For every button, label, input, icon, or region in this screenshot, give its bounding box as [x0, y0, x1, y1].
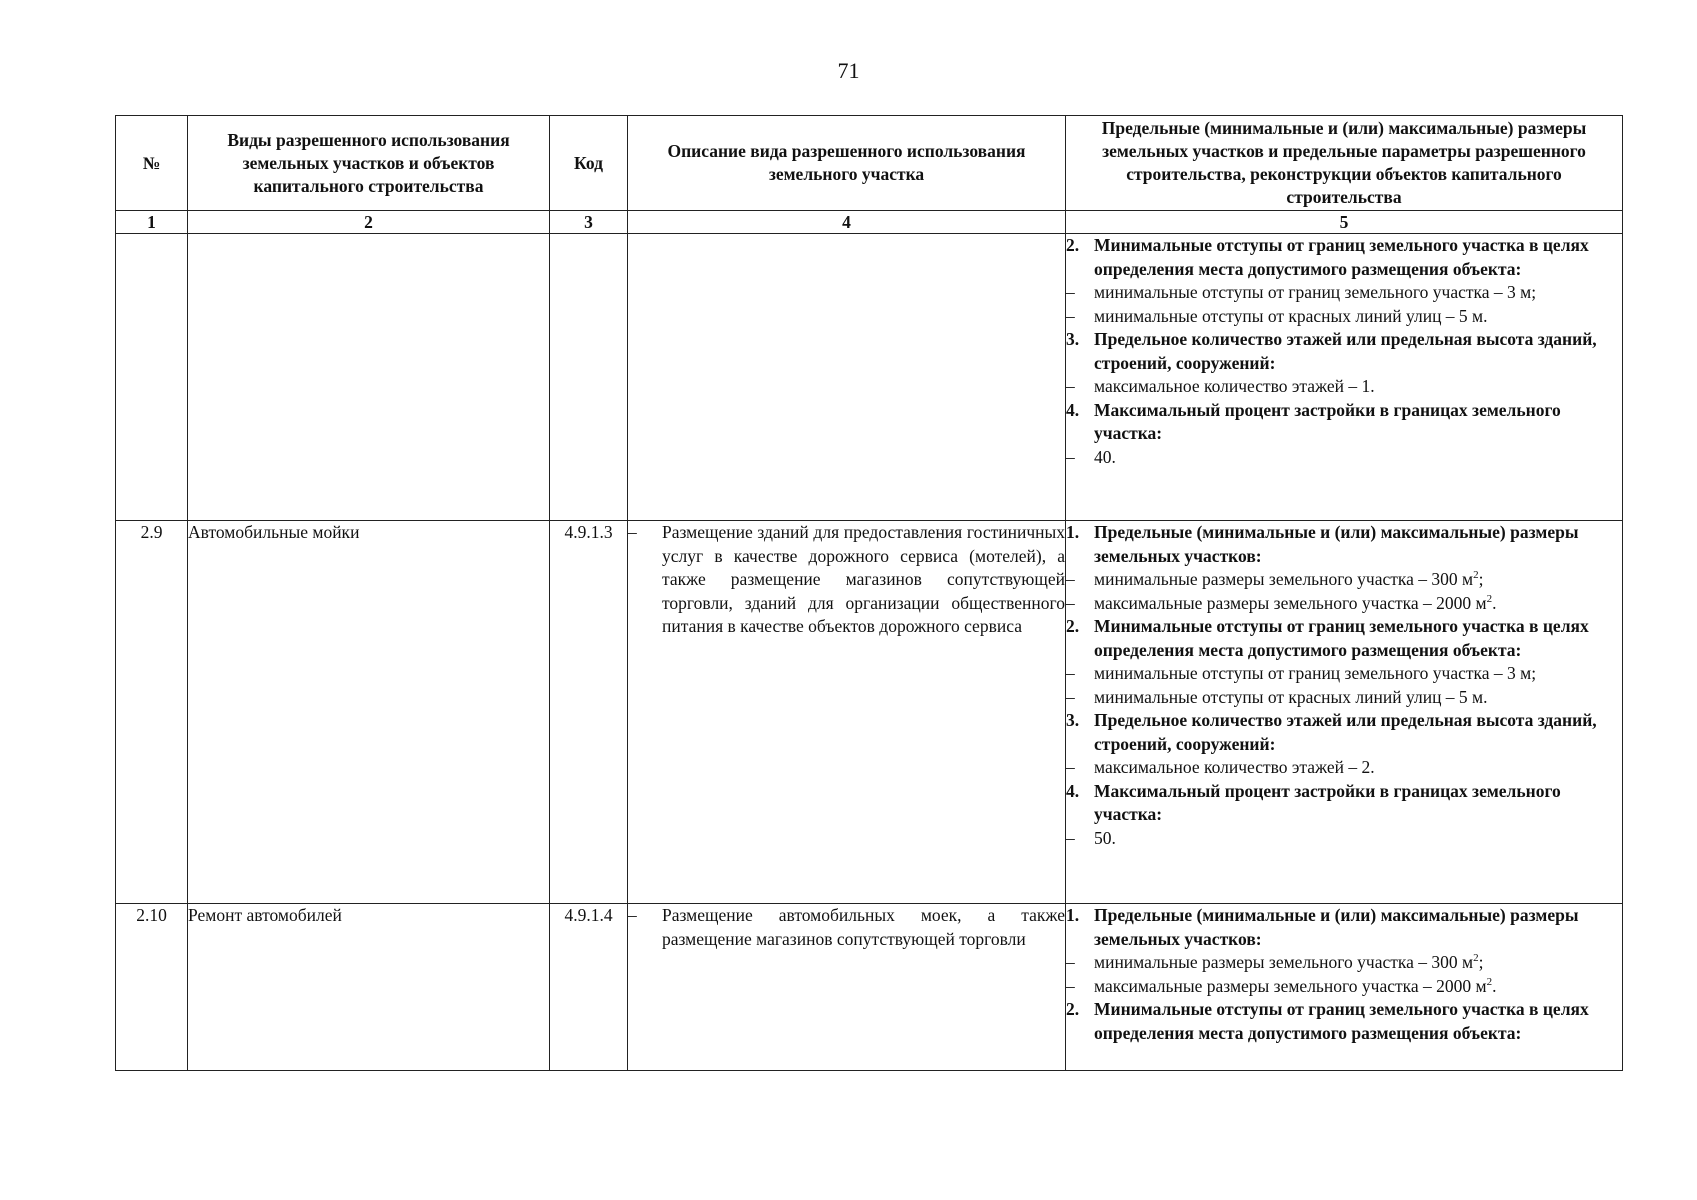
use-description [628, 904, 1066, 1071]
dash-marker: – [1066, 686, 1075, 707]
parameter-item [1066, 975, 1622, 999]
parameter-text [1094, 998, 1622, 1045]
parameter-text-tail: ; [1478, 569, 1484, 589]
parameter-text-main: минимальные отступы от красных линий улиц – 5 м. [1094, 305, 1488, 326]
table-row [116, 234, 1623, 521]
parameter-text [1094, 975, 1622, 999]
parameter-item [1066, 662, 1622, 686]
row-number [116, 234, 188, 521]
header-row [116, 116, 1623, 211]
parameter-text [1094, 568, 1622, 592]
parameter-heading [1066, 328, 1622, 375]
header-code: Код [550, 116, 628, 211]
list-number: 2. [1066, 999, 1080, 1019]
parameter-text-main: максимальные размеры земельного участка – 2000 м [1094, 592, 1487, 613]
dash-marker: – [1066, 305, 1075, 326]
description-item [628, 904, 1065, 951]
table-row [116, 521, 1623, 904]
parameter-text [1094, 904, 1622, 951]
parameter-item [1066, 756, 1622, 780]
col-number: 3 [550, 211, 628, 234]
list-number: 1. [1066, 522, 1080, 542]
parameter-text-main: 40. [1094, 446, 1116, 467]
column-number-row [116, 211, 1623, 234]
parameter-heading [1066, 521, 1622, 568]
parameter-text [1094, 592, 1622, 616]
page-number: 71 [837, 58, 860, 83]
superscript: 2 [1473, 952, 1479, 965]
parameter-text [1094, 305, 1622, 329]
parameter-text [1094, 709, 1622, 756]
parameter-item [1066, 281, 1622, 305]
row-number: 2.10 [116, 904, 188, 1071]
parameter-text-main: минимальные размеры земельного участка – 300 м [1094, 569, 1474, 589]
parameter-heading [1066, 709, 1622, 756]
use-type-name [188, 234, 550, 521]
parameter-text-main: максимальные размеры земельного участка – 2000 м [1094, 975, 1487, 996]
parameter-text-tail: ; [1478, 952, 1484, 972]
parameter-text-tail: . [1492, 592, 1497, 613]
list-number: 3. [1066, 710, 1080, 730]
dash-marker: – [1066, 663, 1075, 683]
dash-marker: – [1066, 592, 1075, 613]
parameter-item [1066, 568, 1622, 592]
parameter-text-main: Минимальные отступы от границ земельного участка в целях определения места допустимого размещения объекта: [1094, 235, 1589, 279]
parameter-text-main: Предельное количество этажей или предельная высота зданий, строений, сооружений: [1094, 710, 1597, 754]
parameter-text [1094, 446, 1622, 470]
col-number: 1 [116, 211, 188, 234]
description-item [628, 521, 1065, 639]
parameter-text-main: минимальные отступы от границ земельного участка – 3 м; [1094, 663, 1537, 683]
header-parameters: Предельные (минимальные и (или) максимальные) размеры земельных участков и предельные параметры разрешенного строительства, реконструкции объектов капитального строительства [1066, 116, 1623, 211]
parameter-item [1066, 951, 1622, 975]
parameter-text [1094, 521, 1622, 568]
parameters-cell [1066, 904, 1623, 1071]
dash-marker: – [1066, 952, 1075, 972]
description-text: Размещение зданий для предоставления гостиничных услуг в качестве дорожного сервиса (мотелей), а также размещение магазинов сопутствующей торговли, зданий для организации общественного питания в качестве объектов дорожного сервиса [662, 522, 1065, 636]
use-type-code [550, 234, 628, 521]
row-number: 2.9 [116, 521, 188, 904]
col-number: 4 [628, 211, 1066, 234]
parameter-text-main: 50. [1094, 827, 1116, 848]
description-text: Размещение автомобильных моек, а также размещение магазинов сопутствующей торговли [662, 905, 1065, 949]
dash-marker: – [1066, 569, 1075, 589]
regulations-table [115, 115, 1623, 1071]
parameter-item [1066, 686, 1622, 710]
parameter-text [1094, 375, 1622, 399]
list-number: 4. [1066, 780, 1080, 801]
use-type-name: Ремонт автомобилей [188, 904, 550, 1071]
parameter-heading [1066, 780, 1622, 827]
list-number: 4. [1066, 399, 1080, 420]
parameter-item [1066, 827, 1622, 851]
header-description: Описание вида разрешенного использования земельного участка [628, 116, 1066, 211]
parameter-heading [1066, 904, 1622, 951]
parameter-text-main: минимальные размеры земельного участка – 300 м [1094, 952, 1474, 972]
parameter-text [1094, 615, 1622, 662]
parameter-heading [1066, 399, 1622, 446]
use-type-code: 4.9.1.3 [550, 521, 628, 904]
parameter-text-main: Минимальные отступы от границ земельного участка в целях определения места допустимого размещения объекта: [1094, 616, 1589, 660]
parameter-heading [1066, 615, 1622, 662]
dash-marker: – [628, 905, 637, 925]
parameter-text-tail: . [1492, 975, 1497, 996]
parameters-cell [1066, 234, 1623, 521]
list-number: 3. [1066, 329, 1080, 349]
parameters-cell [1066, 521, 1623, 904]
parameter-text-main: Предельное количество этажей или предельная высота зданий, строений, сооружений: [1094, 329, 1597, 373]
superscript: 2 [1473, 569, 1479, 582]
list-number: 1. [1066, 905, 1080, 925]
parameter-item [1066, 375, 1622, 399]
use-type-code: 4.9.1.4 [550, 904, 628, 1071]
parameter-heading [1066, 234, 1622, 281]
dash-marker: – [1066, 446, 1075, 467]
parameter-item [1066, 305, 1622, 329]
parameter-text [1094, 234, 1622, 281]
superscript: 2 [1486, 975, 1493, 988]
dash-marker: – [1066, 827, 1075, 848]
parameter-text-main: Минимальные отступы от границ земельного участка в целях определения места допустимого размещения объекта: [1094, 999, 1589, 1043]
parameter-text [1094, 686, 1622, 710]
parameter-text-main: Предельные (минимальные и (или) максимальные) размеры земельных участков: [1094, 522, 1579, 566]
parameter-text-main: максимальное количество этажей – 2. [1094, 757, 1375, 777]
parameter-text-main: Максимальный процент застройки в границах земельного участка: [1094, 399, 1561, 443]
dash-marker: – [1066, 282, 1075, 302]
parameter-text [1094, 827, 1622, 851]
dash-marker: – [1066, 757, 1075, 777]
parameter-text-main: Максимальный процент застройки в границах земельного участка: [1094, 780, 1561, 824]
parameter-item [1066, 446, 1622, 470]
parameter-text-main: минимальные отступы от красных линий улиц – 5 м. [1094, 686, 1488, 707]
use-description [628, 234, 1066, 521]
parameter-text-main: минимальные отступы от границ земельного участка – 3 м; [1094, 282, 1537, 302]
header-use-type: Виды разрешенного использования земельных участков и объектов капитального строительства [188, 116, 550, 211]
parameter-text [1094, 780, 1622, 827]
parameter-text [1094, 281, 1622, 305]
list-number: 2. [1066, 616, 1080, 636]
parameter-heading [1066, 998, 1622, 1045]
parameter-item [1066, 592, 1622, 616]
col-number: 5 [1066, 211, 1623, 234]
parameter-text [1094, 328, 1622, 375]
use-type-name: Автомобильные мойки [188, 521, 550, 904]
use-description [628, 521, 1066, 904]
list-number: 2. [1066, 235, 1080, 255]
dash-marker: – [1066, 975, 1075, 996]
dash-marker: – [1066, 376, 1075, 396]
superscript: 2 [1486, 592, 1493, 605]
parameter-text [1094, 399, 1622, 446]
header-num: № [116, 116, 188, 211]
parameter-text [1094, 951, 1622, 975]
parameter-text-main: Предельные (минимальные и (или) максимальные) размеры земельных участков: [1094, 905, 1579, 949]
parameter-text [1094, 756, 1622, 780]
dash-marker: – [628, 522, 637, 542]
table-row [116, 904, 1623, 1071]
col-number: 2 [188, 211, 550, 234]
parameter-text-main: максимальное количество этажей – 1. [1094, 376, 1375, 396]
parameter-text [1094, 662, 1622, 686]
